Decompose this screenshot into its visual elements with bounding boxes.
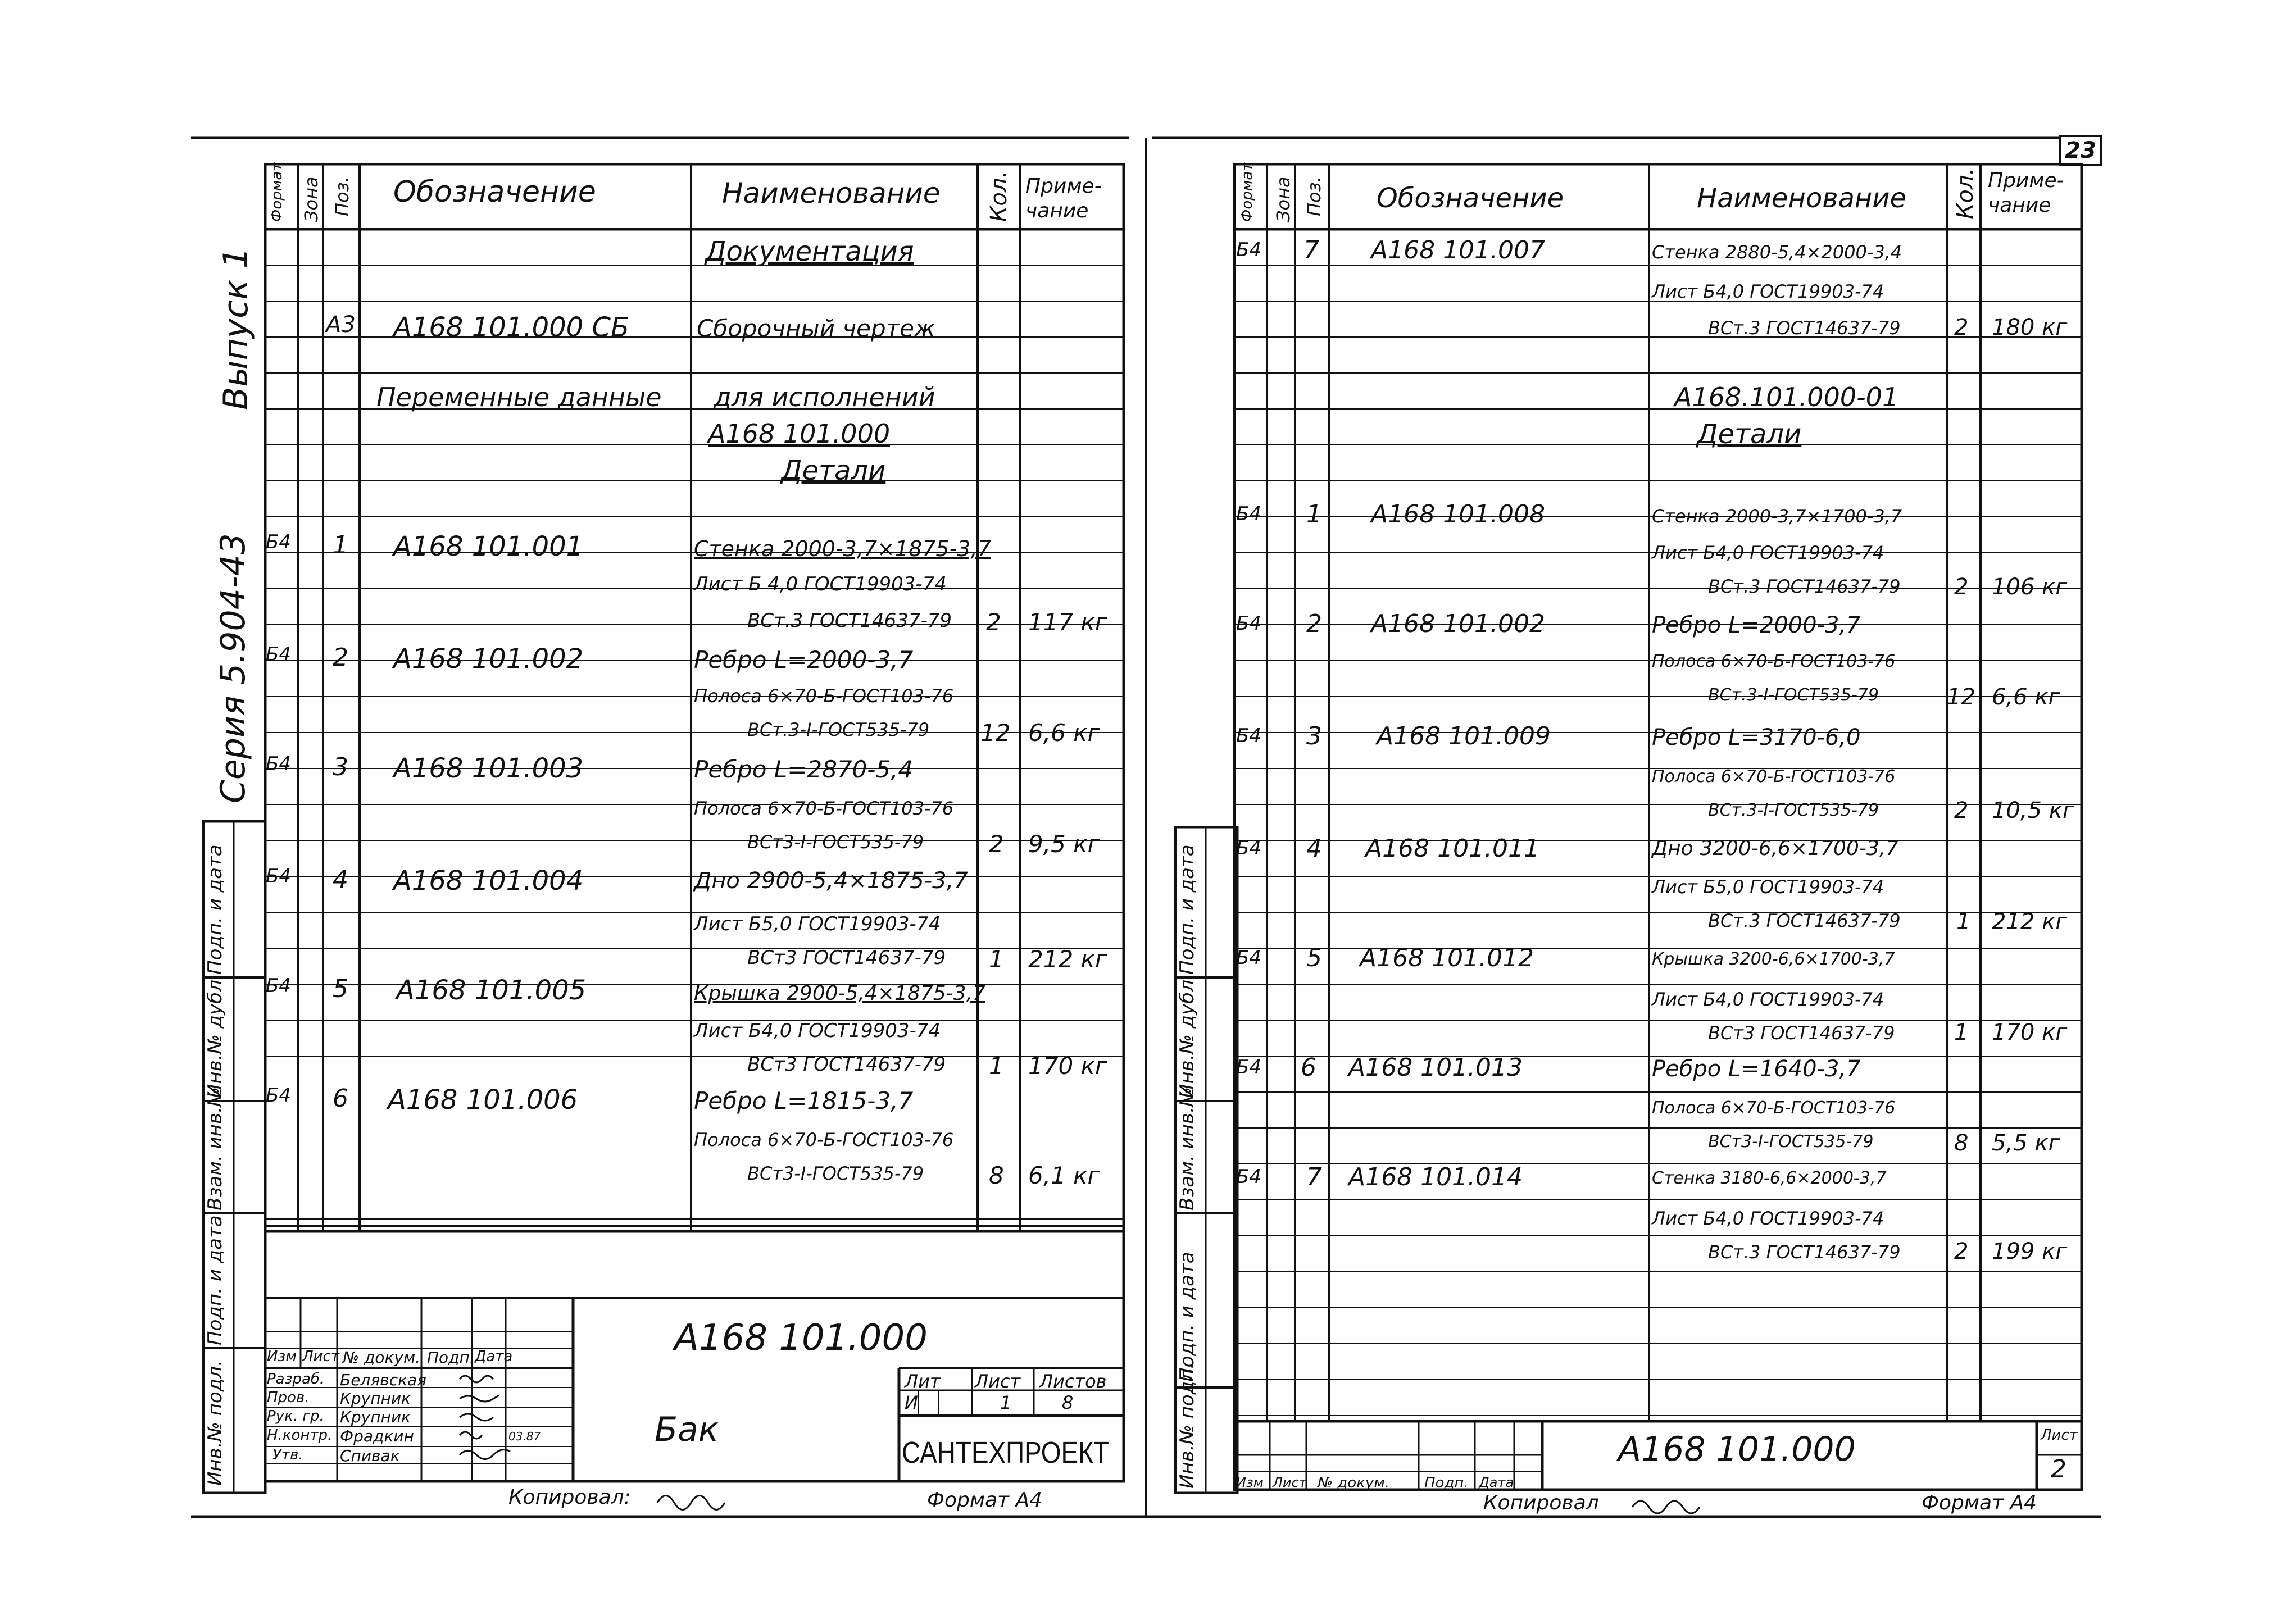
left-tb-sheet-value: 1 [1000, 1392, 1012, 1413]
left-part-5-sub2: ВСт3 ГОСТ14637-79 [747, 1053, 946, 1076]
right-tb-col-doc: № докум. [1318, 1475, 1390, 1491]
left-format-label: Формат А4 [927, 1489, 1043, 1512]
right-part-1-designation: А168 101.008 [1371, 500, 1546, 529]
right-part-3-note: 10,5 кг [1992, 798, 2074, 824]
left-tb-name-5: Спивак [340, 1446, 400, 1465]
right-section-parts: Детали [1697, 418, 1802, 450]
right-part-6-designation: А168 101.013 [1348, 1053, 1523, 1082]
left-part-5-name: Крышка 2900-5,4×1875-3,7 [694, 982, 985, 1005]
right-part-a-sub2: ВСт.3 ГОСТ14637-79 [1708, 317, 1901, 339]
left-part-4-sub2: ВСт3 ГОСТ14637-79 [747, 947, 946, 969]
right-variant-code: А168.101.000-01 [1674, 382, 1899, 412]
left-part-6-format: Б4 [266, 1084, 291, 1107]
left-tb-sheet-label: Лист [975, 1371, 1021, 1392]
left-stamp-3: Взам. инв.№ [204, 1086, 226, 1211]
right-part-5-sub1: Лист Б4,0 ГОСТ19903-74 [1652, 989, 1884, 1010]
left-part-4-pos: 4 [333, 865, 348, 894]
right-part-a-name: Стенка 2880-5,4×2000-3,4 [1652, 242, 1902, 263]
right-part-2-sub2: ВСт.3-I-ГОСТ535-79 [1708, 685, 1879, 705]
right-part-7-pos: 7 [1306, 1163, 1322, 1191]
right-hdr-zone: Зона [1273, 176, 1294, 222]
left-copied-label: Копировал: [508, 1486, 631, 1509]
left-part-4-sub1: Лист Б5,0 ГОСТ19903-74 [694, 913, 941, 935]
left-tb-name-3: Крупник [340, 1408, 411, 1426]
right-part-2-name: Ребро L=2000-3,7 [1652, 612, 1861, 638]
right-part-7-sub2: ВСт.3 ГОСТ14637-79 [1708, 1241, 1901, 1263]
right-part-6-format: Б4 [1236, 1056, 1261, 1079]
right-part-1-sub1: Лист Б4,0 ГОСТ19903-74 [1652, 542, 1884, 563]
right-hdr-pos: Поз. [1303, 176, 1325, 216]
left-row-sb-name: Сборочный чертеж [697, 315, 935, 342]
left-hdr-pos: Поз. [331, 176, 353, 216]
right-part-2-pos: 2 [1306, 609, 1322, 638]
left-part-1-name: Стенка 2000-3,7×1875-3,7 [694, 536, 991, 561]
right-tb-col-list: Лист [1273, 1475, 1307, 1490]
right-part-5-sub2: ВСт3 ГОСТ14637-79 [1708, 1022, 1895, 1044]
sheet-number-badge [2059, 135, 2102, 166]
right-part-3-sub1: Полоса 6×70-Б-ГОСТ103-76 [1652, 767, 1896, 786]
left-variants-label: для исполнений [714, 382, 935, 412]
left-tb-col-sign: Подп. [427, 1348, 475, 1367]
right-part-2-format: Б4 [1236, 612, 1261, 635]
left-hdr-name: Наименование [722, 177, 941, 210]
left-tb-name-2: Крупник [340, 1389, 411, 1408]
left-stamp-2: Инв.№ дубл. [204, 974, 226, 1098]
left-part-3-designation: А168 101.003 [393, 753, 584, 784]
left-section-documentation: Документация [705, 236, 914, 267]
left-part-3-name: Ребро L=2870-5,4 [694, 756, 914, 783]
left-tb-date-4: 03.87 [508, 1430, 541, 1443]
left-part-1-sub1: Лист Б 4,0 ГОСТ19903-74 [694, 573, 947, 595]
right-part-1-sub2: ВСт.3 ГОСТ14637-79 [1708, 576, 1901, 597]
left-part-3-format: Б4 [266, 753, 291, 775]
left-part-6-pos: 6 [333, 1084, 348, 1113]
left-tb-lit-value: И [905, 1392, 918, 1413]
left-row-sb-pos: А3 [326, 312, 356, 338]
right-title-doc-code: А168 101.000 [1618, 1430, 1856, 1469]
right-tb-sheet-label: Лист [2041, 1427, 2078, 1444]
left-part-2-name: Ребро L=2000-3,7 [694, 646, 914, 674]
right-part-2-sub1: Полоса 6×70-Б-ГОСТ103-76 [1652, 652, 1896, 671]
left-part-1-format: Б4 [266, 531, 291, 553]
left-part-4-name: Дно 2900-5,4×1875-3,7 [694, 868, 968, 894]
left-copied-signature [655, 1486, 744, 1514]
right-part-6-sub2: ВСт3-I-ГОСТ535-79 [1708, 1132, 1874, 1152]
left-tb-name-1: Белявская [340, 1371, 426, 1389]
left-part-6-note: 6,1 кг [1028, 1162, 1100, 1189]
left-section-parts: Детали [781, 455, 886, 486]
left-part-5-sub1: Лист Б4,0 ГОСТ19903-74 [694, 1020, 941, 1042]
right-stamp-3: Взам. инв.№ [1176, 1086, 1198, 1211]
left-part-2-qty: 12 [980, 719, 1011, 747]
sheet-number: 23 [2065, 138, 2096, 163]
left-part-3-sub1: Полоса 6×70-Б-ГОСТ103-76 [694, 798, 954, 819]
left-hdr-zone: Зона [301, 176, 322, 222]
right-part-3-format: Б4 [1236, 725, 1261, 747]
right-hdr-name: Наименование [1697, 183, 1907, 214]
left-part-1-note: 117 кг [1028, 608, 1107, 636]
left-tb-col-doc: № докум. [343, 1348, 421, 1367]
left-part-5-format: Б4 [266, 975, 291, 997]
right-part-3-name: Ребро L=3170-6,0 [1652, 725, 1861, 750]
left-part-4-format: Б4 [266, 865, 291, 888]
right-tb-col-sign: Подп. [1424, 1475, 1469, 1491]
right-copied-label: Копировал [1483, 1491, 1599, 1514]
left-part-1-sub2: ВСт.3 ГОСТ14637-79 [747, 609, 952, 632]
left-part-6-qty: 8 [989, 1162, 1004, 1189]
left-part-5-designation: А168 101.005 [396, 975, 587, 1006]
right-part-2-qty: 12 [1947, 684, 1975, 710]
right-part-6-name: Ребро L=1640-3,7 [1652, 1056, 1861, 1082]
left-tb-col-izm: Изм [267, 1348, 297, 1365]
right-part-4-note: 212 кг [1992, 909, 2068, 935]
left-part-5-pos: 5 [333, 975, 348, 1003]
right-part-1-qty: 2 [1954, 574, 1969, 600]
right-part-a-designation: А168 101.007 [1371, 236, 1546, 265]
right-part-a-sub1: Лист Б4,0 ГОСТ19903-74 [1652, 281, 1884, 302]
left-part-3-note: 9,5 кг [1028, 830, 1100, 858]
left-tb-role-1: Разраб. [267, 1371, 325, 1388]
right-part-1-format: Б4 [1236, 503, 1261, 525]
left-part-6-name: Ребро L=1815-3,7 [694, 1087, 914, 1114]
left-tb-sheets-value: 8 [1062, 1392, 1074, 1413]
left-part-2-sub1: Полоса 6×70-Б-ГОСТ103-76 [694, 685, 954, 707]
left-part-1-pos: 1 [333, 531, 348, 559]
left-part-5-note: 170 кг [1028, 1052, 1107, 1080]
right-hdr-qty: Кол. [1952, 167, 1978, 219]
right-part-a-note: 180 кг [1992, 315, 2068, 340]
right-stamp-4: Подп. и дата [1176, 1252, 1198, 1382]
left-part-2-pos: 2 [333, 643, 348, 672]
right-part-5-designation: А168 101.012 [1360, 944, 1534, 972]
right-part-6-pos: 6 [1301, 1053, 1316, 1082]
right-part-6-qty: 8 [1954, 1130, 1969, 1156]
right-part-4-sub1: Лист Б5,0 ГОСТ19903-74 [1652, 876, 1884, 898]
left-part-3-qty: 2 [989, 830, 1004, 858]
left-title-org: САНТЕХПРОЕКТ [902, 1436, 1109, 1470]
right-part-1-pos: 1 [1306, 500, 1322, 529]
left-variable-data: Переменные данные [376, 382, 662, 412]
right-part-3-pos: 3 [1306, 722, 1322, 750]
right-part-4-qty: 1 [1956, 909, 1971, 935]
right-part-4-name: Дно 3200-6,6×1700-3,7 [1652, 837, 1899, 860]
left-hdr-format: Формат [269, 162, 285, 222]
right-part-a-pos: 7 [1303, 236, 1319, 265]
right-part-5-pos: 5 [1306, 944, 1322, 972]
right-part-2-note: 6,6 кг [1992, 684, 2060, 710]
left-stamp-1: Подп. и дата [204, 844, 226, 975]
left-title-doc-code: А168 101.000 [674, 1317, 928, 1359]
right-spec-grid [1233, 163, 2087, 1494]
right-hdr-format: Формат [1239, 162, 1256, 222]
left-tb-sheets-label: Листов [1039, 1371, 1107, 1392]
right-part-6-sub1: Полоса 6×70-Б-ГОСТ103-76 [1652, 1098, 1896, 1118]
right-stamp-1: Подп. и дата [1176, 844, 1198, 975]
left-row-sb-designation: А168 101.000 СБ [393, 312, 629, 343]
left-part-3-pos: 3 [333, 753, 348, 781]
left-part-6-sub2: ВСт3-I-ГОСТ535-79 [747, 1163, 924, 1184]
right-part-7-note: 199 кг [1992, 1239, 2068, 1264]
right-part-4-format: Б4 [1236, 837, 1261, 859]
left-tb-lit-label: Лит [905, 1371, 941, 1392]
right-part-5-format: Б4 [1236, 947, 1261, 969]
right-part-a-format: Б4 [1236, 239, 1261, 261]
left-part-6-sub1: Полоса 6×70-Б-ГОСТ103-76 [694, 1129, 954, 1150]
right-format-label: Формат А4 [1922, 1491, 2037, 1514]
right-copied-signature [1629, 1491, 1708, 1517]
series-label: Серия 5.904-43 [214, 533, 253, 803]
left-variant-code: А168 101.000 [708, 418, 891, 449]
right-part-4-pos: 4 [1306, 834, 1322, 863]
left-part-6-designation: А168 101.006 [388, 1084, 578, 1116]
left-tb-role-5: Утв. [272, 1446, 303, 1463]
right-part-3-designation: А168 101.009 [1377, 722, 1551, 750]
right-tb-sheet-value: 2 [2051, 1455, 2066, 1484]
right-part-a-qty: 2 [1954, 315, 1969, 340]
left-title-name: Бак [655, 1410, 719, 1449]
left-tb-col-date: Дата [475, 1348, 513, 1365]
left-part-2-format: Б4 [266, 643, 291, 666]
right-part-5-name: Крышка 3200-6,6×1700-3,7 [1652, 949, 1895, 969]
right-hdr-note: Приме-чание [1988, 169, 2064, 217]
right-part-4-sub2: ВСт.3 ГОСТ14637-79 [1708, 910, 1901, 931]
left-tb-role-3: Рук. гр. [267, 1408, 324, 1425]
right-part-3-qty: 2 [1954, 798, 1969, 824]
left-tb-role-2: Пров. [267, 1389, 310, 1406]
left-part-2-designation: А168 101.002 [393, 643, 584, 675]
right-stamp-2: Инв.№ дубл. [1176, 974, 1198, 1098]
left-hdr-note: Приме-чание [1025, 175, 1102, 222]
right-part-6-note: 5,5 кг [1992, 1130, 2060, 1156]
right-hdr-designation: Обозначение [1377, 183, 1564, 214]
left-part-1-designation: А168 101.001 [393, 531, 584, 562]
left-part-2-sub2: ВСт.3-I-ГОСТ535-79 [747, 719, 930, 740]
left-signatures [455, 1368, 545, 1466]
right-tb-col-izm: Изм [1236, 1475, 1264, 1490]
left-tb-col-list: Лист [302, 1348, 339, 1365]
right-part-2-designation: А168 101.002 [1371, 609, 1546, 638]
right-part-7-sub1: Лист Б4,0 ГОСТ19903-74 [1652, 1208, 1884, 1229]
left-stamp-5: Инв.№ подл. [204, 1360, 226, 1486]
right-part-1-note: 106 кг [1992, 574, 2068, 600]
right-part-1-name: Стенка 2000-3,7×1700-3,7 [1652, 506, 1902, 527]
left-part-2-note: 6,6 кг [1028, 719, 1100, 747]
right-part-5-qty: 1 [1954, 1020, 1969, 1045]
issue-label: Выпуск 1 [216, 247, 256, 410]
left-tb-name-4: Фрадкин [340, 1427, 414, 1445]
left-part-1-qty: 2 [986, 608, 1001, 636]
left-part-4-designation: А168 101.004 [393, 865, 584, 897]
right-stamp-5: Инв.№ подл. [1176, 1363, 1198, 1489]
left-part-4-qty: 1 [989, 945, 1004, 973]
left-hdr-designation: Обозначение [393, 175, 596, 209]
right-part-7-format: Б4 [1236, 1166, 1261, 1188]
right-tb-col-date: Дата [1479, 1475, 1514, 1490]
left-stamp-4: Подп. и дата [204, 1215, 226, 1345]
right-part-7-qty: 2 [1954, 1239, 1969, 1264]
right-part-4-designation: А168 101.011 [1365, 834, 1540, 863]
right-part-3-sub2: ВСт.3-I-ГОСТ535-79 [1708, 800, 1879, 820]
right-part-7-designation: А168 101.014 [1348, 1163, 1523, 1191]
left-part-3-sub2: ВСт3-I-ГОСТ535-79 [747, 831, 924, 853]
left-part-5-qty: 1 [989, 1052, 1004, 1080]
left-part-4-note: 212 кг [1028, 945, 1107, 973]
left-hdr-qty: Кол. [986, 170, 1012, 222]
right-part-7-name: Стенка 3180-6,6×2000-3,7 [1652, 1168, 1887, 1188]
right-part-5-note: 170 кг [1992, 1020, 2068, 1045]
left-tb-role-4: Н.контр. [267, 1427, 333, 1444]
